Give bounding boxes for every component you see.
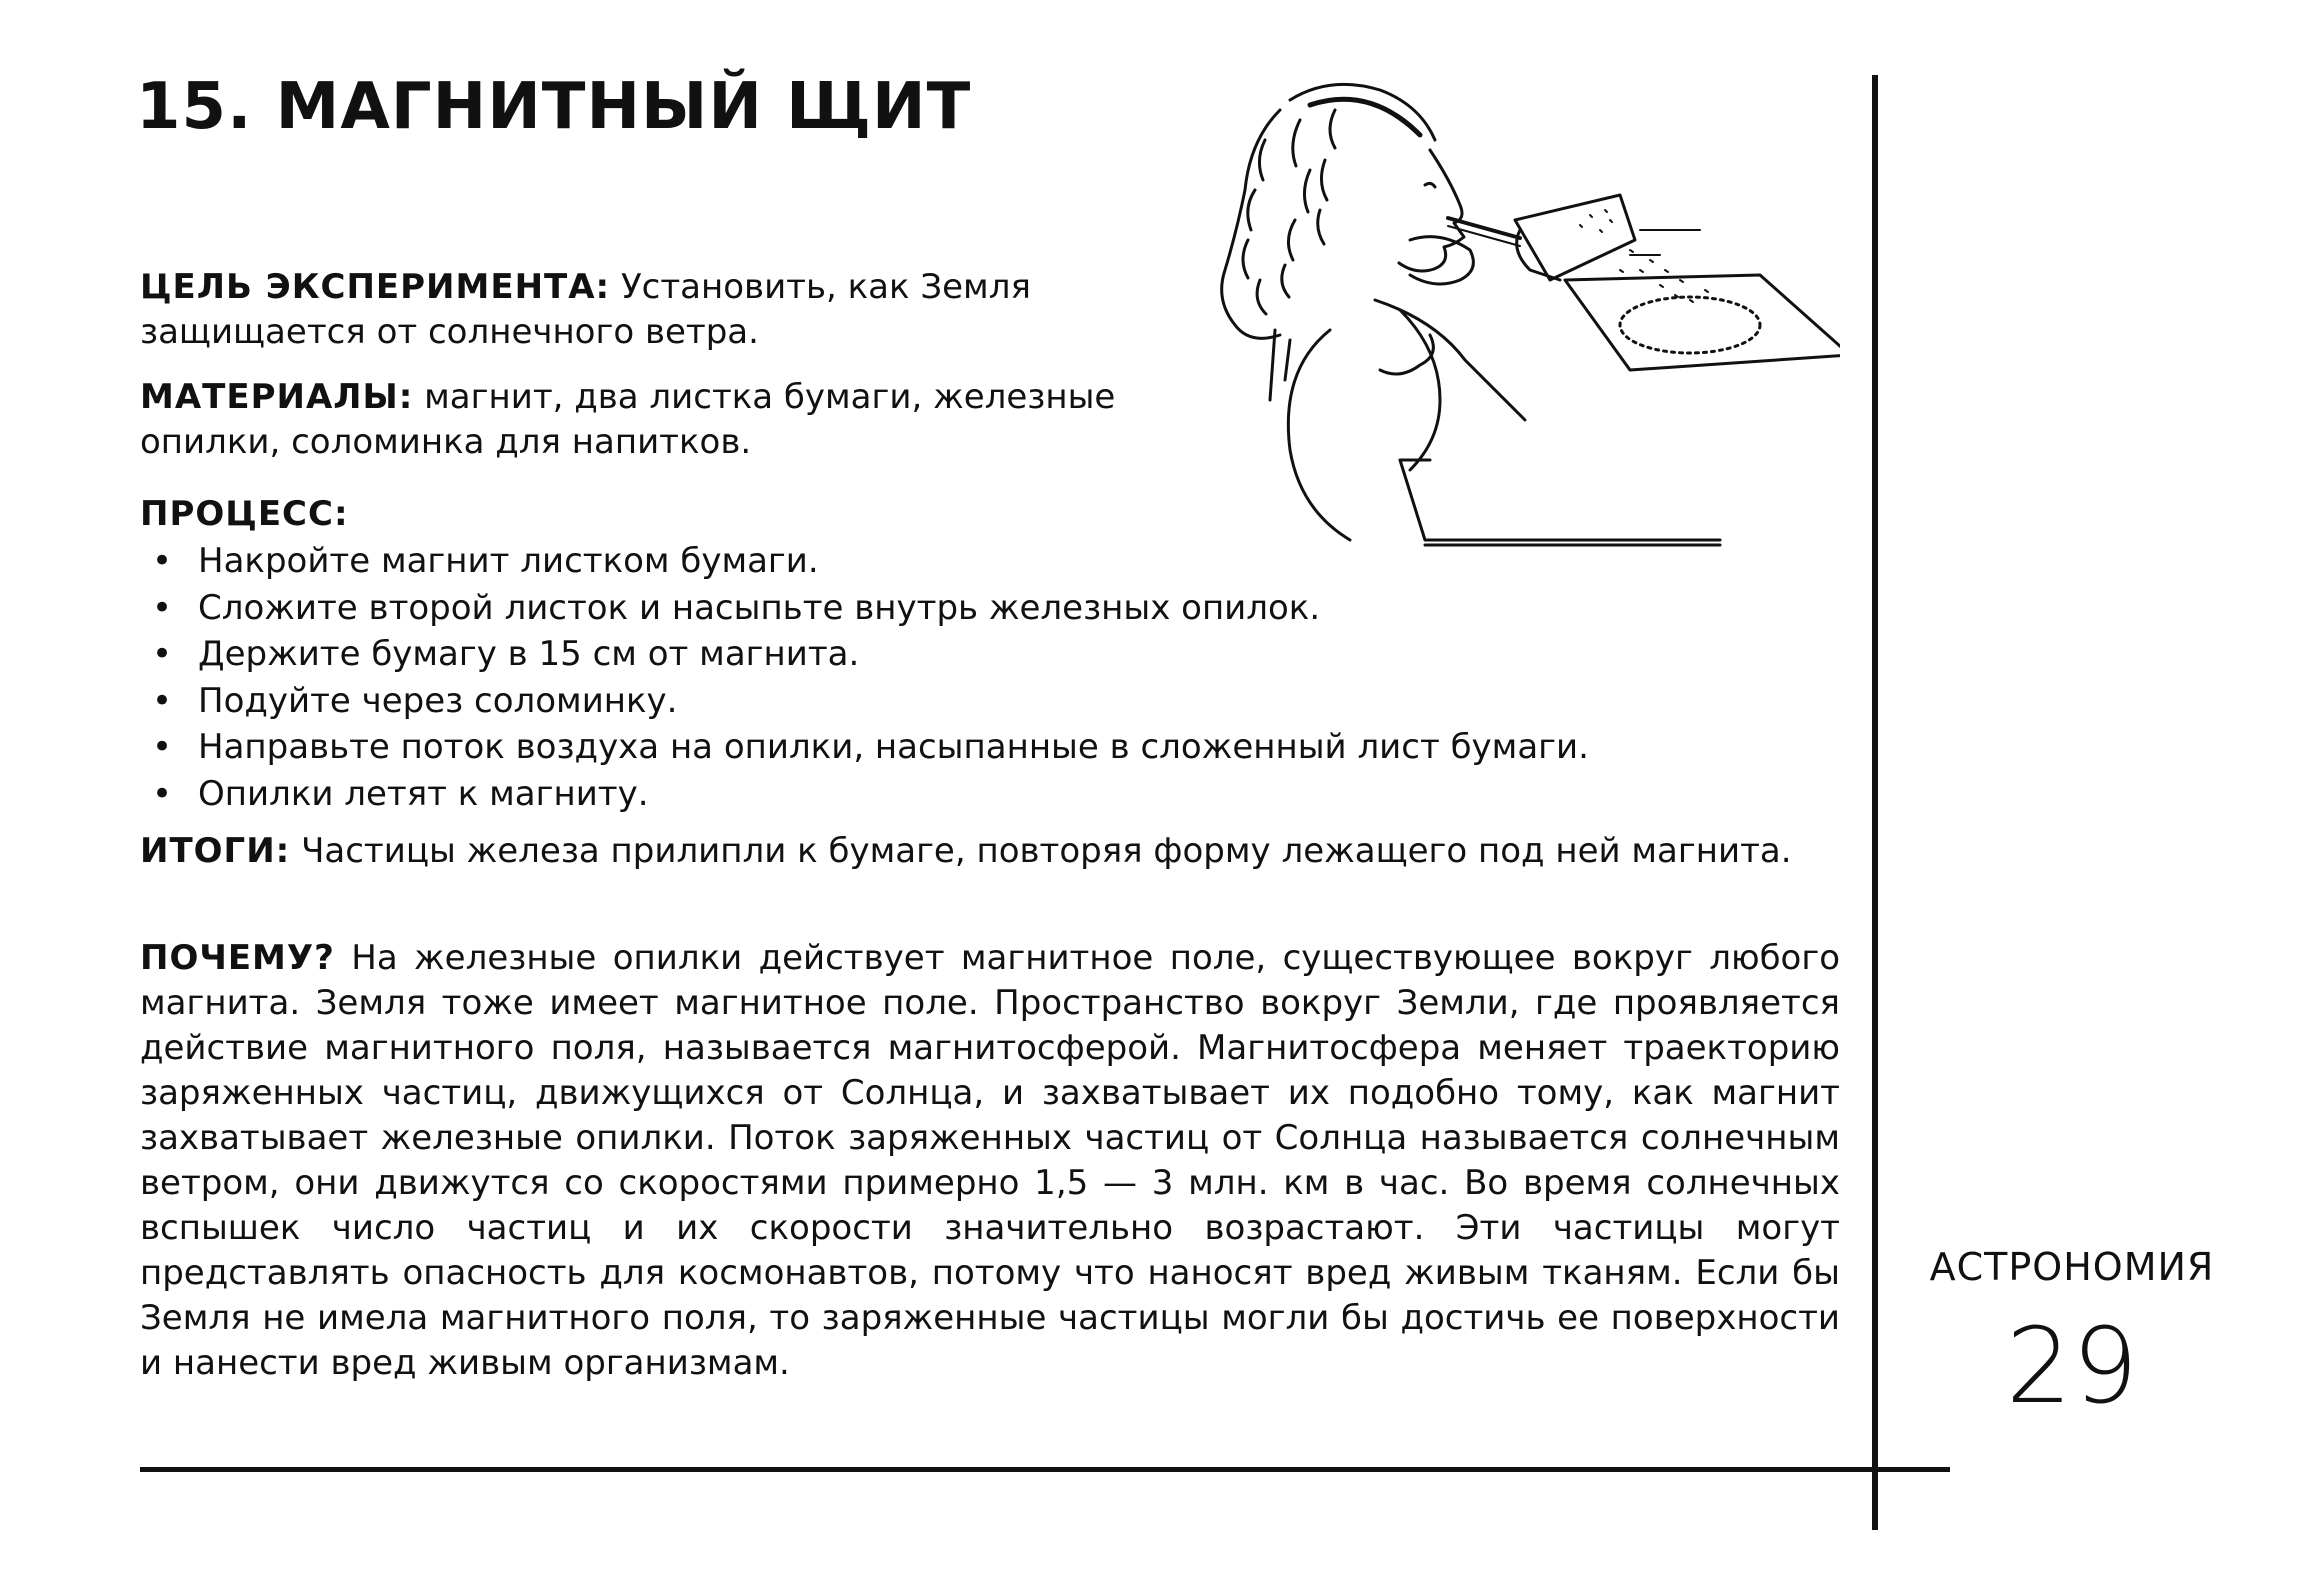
list-item: • Опилки летят к магниту. [140, 771, 1589, 818]
list-item: • Держите бумагу в 15 см от магнита. [140, 631, 1589, 678]
why-text: На железные опилки действует магнитное поле, существующее вокруг любого магнита. Земля тоже имеет магнитное поле. Пространство вокруг Земли, где проявляется действие магнитного поля, называется магнитосферой. Магнитосфера меняет траекторию заряженных частиц, движущихся от Солнца, и захватывает их подобно тому, как магнит захватывает железные опилки. Поток заряженных частиц от Солнца называется солнечным ветром, они движутся со скоростями примерно 1,5 — 3 млн. км в час. Во время солнечных вспышек число частиц и их скорости значительно возрастают. Эти частицы могут представлять опасность для космонавтов, потому что наносят вред живым тканям. Если бы Земля не имела магнитного поля, то заряженные частицы могли бы достичь ее поверхности и нанести вред живым организмам. [140, 938, 1841, 1383]
materials-paragraph [140, 375, 1130, 465]
results-text: Частицы железа прилипли к бумаге, повторяя форму лежащего под ней магнита. [301, 831, 1792, 871]
why-label: ПОЧЕМУ? [140, 938, 335, 978]
goal-label: ЦЕЛЬ ЭКСПЕРИМЕНТА: [140, 267, 611, 307]
why-paragraph [140, 936, 1840, 1386]
goal-text: Установить, как Земля защищается от солнечного ветра. [140, 267, 1031, 352]
list-item: • Накройте магнит листком бумаги. [140, 538, 1589, 585]
vertical-divider [1872, 75, 1878, 1530]
process-heading [140, 492, 349, 537]
results-paragraph [140, 829, 1840, 874]
process-steps-list [140, 538, 1589, 817]
results-label: ИТОГИ: [140, 831, 291, 871]
list-item: • Сложите второй листок и насыпьте внутрь железных опилок. [140, 585, 1589, 632]
materials-label: МАТЕРИАЛЫ: [140, 377, 414, 417]
process-label: ПРОЦЕСС: [140, 494, 349, 534]
list-item: • Направьте поток воздуха на опилки, насыпанные в сложенный лист бумаги. [140, 724, 1589, 771]
horizontal-divider [140, 1467, 1950, 1472]
goal-paragraph [140, 265, 1130, 355]
page-number: 29 [2005, 1305, 2139, 1427]
list-item: • Подуйте через соломинку. [140, 678, 1589, 725]
page-title: 15. МАГНИТНЫЙ ЩИТ [136, 70, 972, 144]
section-name: АСТРОНОМИЯ [1929, 1245, 2215, 1289]
girl-blowing-through-straw-illustration [1160, 70, 1840, 550]
materials-text: магнит, два листка бумаги, железные опилки, соломинка для напитков. [140, 377, 1116, 462]
